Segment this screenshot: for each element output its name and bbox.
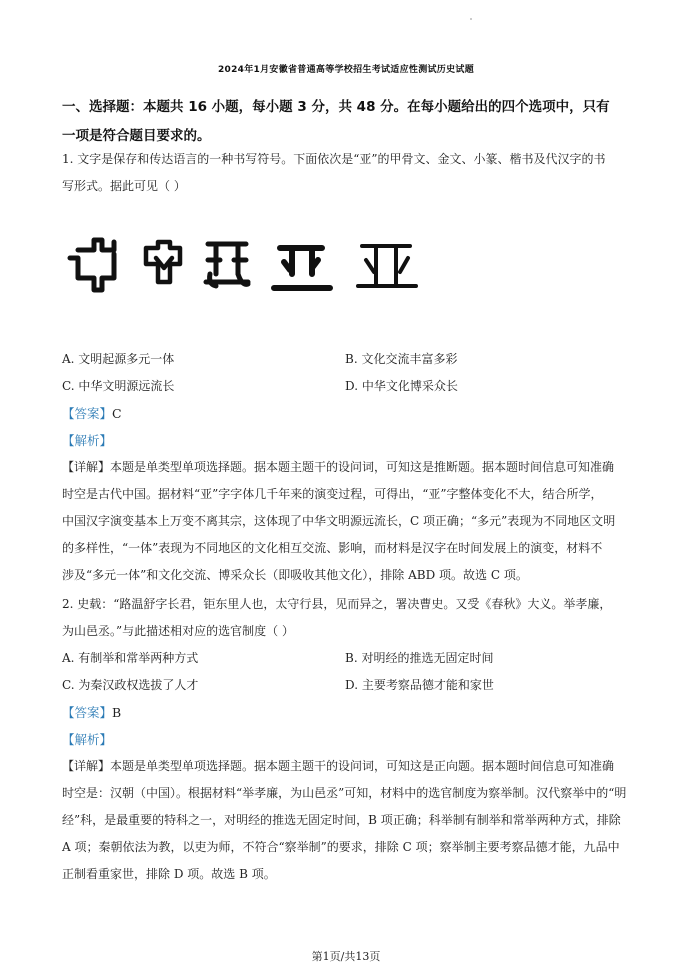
q1-option-c: C. 中华文明源远流长 (62, 379, 175, 393)
section-line-2: 一项是符合题目要求的。 (62, 128, 211, 144)
scan-speck (470, 18, 472, 20)
q2-analysis-label: 【解析】 (62, 732, 113, 747)
modern-glyph (358, 246, 416, 286)
section-line-1: 一、选择题：本题共 16 小题，每小题 3 分，共 48 分。在每小题给出的四个选项中，只有 (62, 99, 610, 115)
q2-option-b: B. 对明经的推选无固定时间 (345, 651, 494, 665)
q2-option-a: A. 有制举和常举两种方式 (62, 651, 199, 665)
q2-detail-line-1: 【详解】本题是单类型单项选择题。据本题主题干的设问词，可知这是正向题。据本题时间信息可知准确 (62, 759, 615, 773)
q2-option-c: C. 为秦汉政权选拔了人才 (62, 678, 199, 692)
q1-detail-line-3: 中国汉字演变基本上万变不离其宗，这体现了中华文明源远流长，C 项正确；“多元”表现为不同地区文明 (62, 514, 616, 528)
ya-character-evolution-image (60, 234, 430, 304)
q1-answer-value: C (112, 406, 122, 421)
section-heading (62, 93, 642, 151)
q2-answer-value: B (112, 705, 122, 720)
q1-option-b: B. 文化交流丰富多彩 (345, 352, 458, 366)
q2-detail-line-3: 经”科，是最重要的特科之一，对明经的推选无固定时间，B 项正确；科举制有制举和常举两种方式，排除 (62, 813, 621, 827)
q1-answer (62, 404, 122, 422)
q1-detail-line-4: 的多样性，“一体”表现为不同地区的文化相互交流、影响，而材料是汉字在时间发展上的演变，材料不 (62, 541, 603, 555)
q1-detail-line-5: 涉及“多元一体”和文化交流、博采众长（即吸收其他文化），排除 ABD 项。故选 C 项。 (62, 568, 528, 582)
q1-answer-label: 【答案】 (62, 406, 113, 421)
q2-detail-line-4: A 项；秦朝依法为教，以吏为师，不符合“察举制”的要求，排除 C 项；察举制主要考察品德才能，九品中 (62, 840, 620, 854)
q2-stem-line-1: 2. 史载：“路温舒字长君，钜东里人也，太守行县，见而异之，署决曹史。又受《春秋》大义。举孝廉， (62, 597, 612, 611)
seal-glyph (206, 244, 248, 286)
bronze-glyph (146, 242, 180, 282)
q2-detail-line-5: 正制看重家世，排除 D 项。故选 B 项。 (62, 867, 276, 881)
q1-detail-line-1: 【详解】本题是单类型单项选择题。据本题主题干的设问词，可知这是推断题。据本题时间信息可知准确 (62, 460, 615, 474)
q2-stem-line-2: 为山邑丞。”与此描述相对应的选官制度（ ） (62, 624, 294, 638)
q2-answer-label: 【答案】 (62, 705, 113, 720)
q1-stem-line-1: 1. 文字是保存和传达语言的一种书写符号。下面依次是“亚”的甲骨文、金文、小篆、楷书及代汉字的书 (62, 152, 606, 166)
q1-detail-line-2: 时空是古代中国。据材料“亚”字字体几千年来的演变过程，可得出，“亚”字整体变化不大，结合所学， (62, 487, 603, 501)
q1-option-d: D. 中华文化博采众长 (345, 379, 458, 393)
q1-analysis-label: 【解析】 (62, 433, 113, 448)
kaishu-glyph (274, 248, 330, 288)
q2-detail-line-2: 时空是：汉朝（中国）。根据材料“举孝廉，为山邑丞”可知，材料中的选官制度为察举制。汉代察举中的“明 (62, 786, 627, 800)
q1-option-a: A. 文明起源多元一体 (62, 352, 175, 366)
page-title: 2024年1月安徽省普通高等学校招生考试适应性测试历史试题 (217, 65, 474, 75)
q2-option-d: D. 主要考察品德才能和家世 (345, 678, 494, 692)
q1-stem-line-2: 写形式。据此可见（ ） (62, 179, 186, 193)
page-number: 第1页/共13页 (311, 950, 381, 963)
q2-answer (62, 703, 121, 721)
oracle-bone-glyph (70, 240, 114, 290)
